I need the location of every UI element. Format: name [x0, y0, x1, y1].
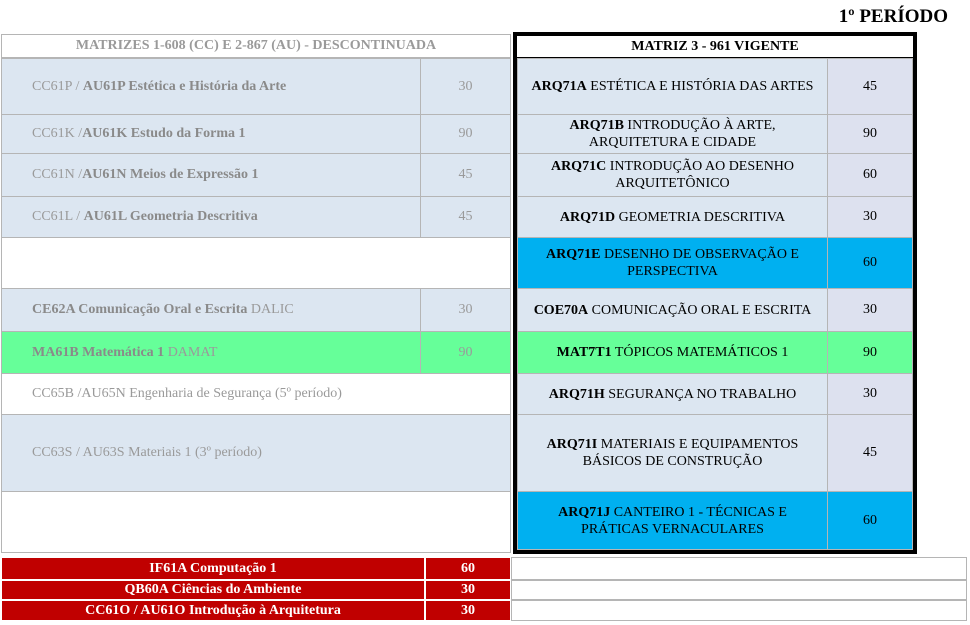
red-row-3-hours: 30	[425, 600, 511, 621]
old-row-2-hours: 90	[420, 114, 511, 154]
new-row-4-hours: 30	[827, 196, 913, 238]
old-row-4: CC61L / AU61L Geometria Descritiva	[1, 196, 421, 238]
new-matrix-header-text: MATRIZ 3 - 961 VIGENTE	[631, 38, 799, 54]
old-matrix-header-text: MATRIZES 1-608 (CC) E 2-867 (AU) - DESCONTINUADA	[75, 38, 437, 53]
old-row-1-hours: 30	[420, 58, 511, 115]
new-row-10-hours: 60	[827, 491, 913, 550]
old-row-2: CC61K /AU61K Estudo da Forma 1	[1, 114, 421, 154]
old-row-empty-2	[1, 491, 511, 553]
new-row-9-hours: 45	[827, 414, 913, 492]
old-row-8: CC63S / AU63S Materiais 1 (3º período)	[1, 414, 511, 492]
new-row-5: ARQ71E DESENHO DE OBSERVAÇÃO E PERSPECTIVA	[517, 237, 828, 289]
old-row-5: CE62A Comunicação Oral e Escrita DALIC	[1, 288, 421, 332]
old-row-5-hours: 30	[420, 288, 511, 332]
red-row-1-empty	[511, 557, 967, 580]
old-row-3: CC61N /AU61N Meios de Expressão 1	[1, 153, 421, 197]
red-row-3-empty	[511, 600, 967, 621]
red-row-2-hours: 30	[425, 580, 511, 600]
new-row-4: ARQ71D GEOMETRIA DESCRITIVA	[517, 196, 828, 238]
red-row-2: QB60A Ciências do Ambiente	[1, 580, 425, 600]
new-row-8-hours: 30	[827, 373, 913, 415]
new-row-5-hours: 60	[827, 237, 913, 289]
old-matrix-header	[1, 34, 511, 58]
new-row-7-hours: 90	[827, 331, 913, 374]
new-row-9: ARQ71I MATERIAIS E EQUIPAMENTOS BÁSICOS DE CONSTRUÇÃO	[517, 414, 828, 492]
old-row-6-hours: 90	[420, 331, 511, 374]
period-title: 1º PERÍODO	[838, 6, 948, 27]
new-row-2-hours: 90	[827, 114, 913, 154]
new-row-1: ARQ71A ESTÉTICA E HISTÓRIA DAS ARTES	[517, 58, 828, 115]
old-row-4-hours: 45	[420, 196, 511, 238]
old-row-1: CC61P / AU61P Estética e História da Arte	[1, 58, 421, 115]
new-row-7: MAT7T1 TÓPICOS MATEMÁTICOS 1	[517, 331, 828, 374]
red-row-2-empty	[511, 580, 967, 600]
new-row-3-hours: 60	[827, 153, 913, 197]
new-row-1-hours: 45	[827, 58, 913, 115]
new-row-6: COE70A COMUNICAÇÃO ORAL E ESCRITA	[517, 288, 828, 332]
old-row-6: MA61B Matemática 1 DAMAT	[1, 331, 421, 374]
new-row-2: ARQ71B INTRODUÇÃO À ARTE, ARQUITETURA E CIDADE	[517, 114, 828, 154]
red-row-1: IF61A Computação 1	[1, 557, 425, 580]
old-row-3-hours: 45	[420, 153, 511, 197]
new-row-8: ARQ71H SEGURANÇA NO TRABALHO	[517, 373, 828, 415]
new-row-10: ARQ71J CANTEIRO 1 - TÉCNICAS E PRÁTICAS VERNACULARES	[517, 491, 828, 550]
old-row-7: CC65B /AU65N Engenharia de Segurança (5º período)	[1, 373, 511, 415]
new-row-6-hours: 30	[827, 288, 913, 332]
new-matrix-header	[517, 36, 913, 58]
red-row-3: CC61O / AU61O Introdução à Arquitetura	[1, 600, 425, 621]
new-row-3: ARQ71C INTRODUÇÃO AO DESENHO ARQUITETÔNICO	[517, 153, 828, 197]
red-row-1-hours: 60	[425, 557, 511, 580]
old-row-empty-1	[1, 237, 511, 289]
